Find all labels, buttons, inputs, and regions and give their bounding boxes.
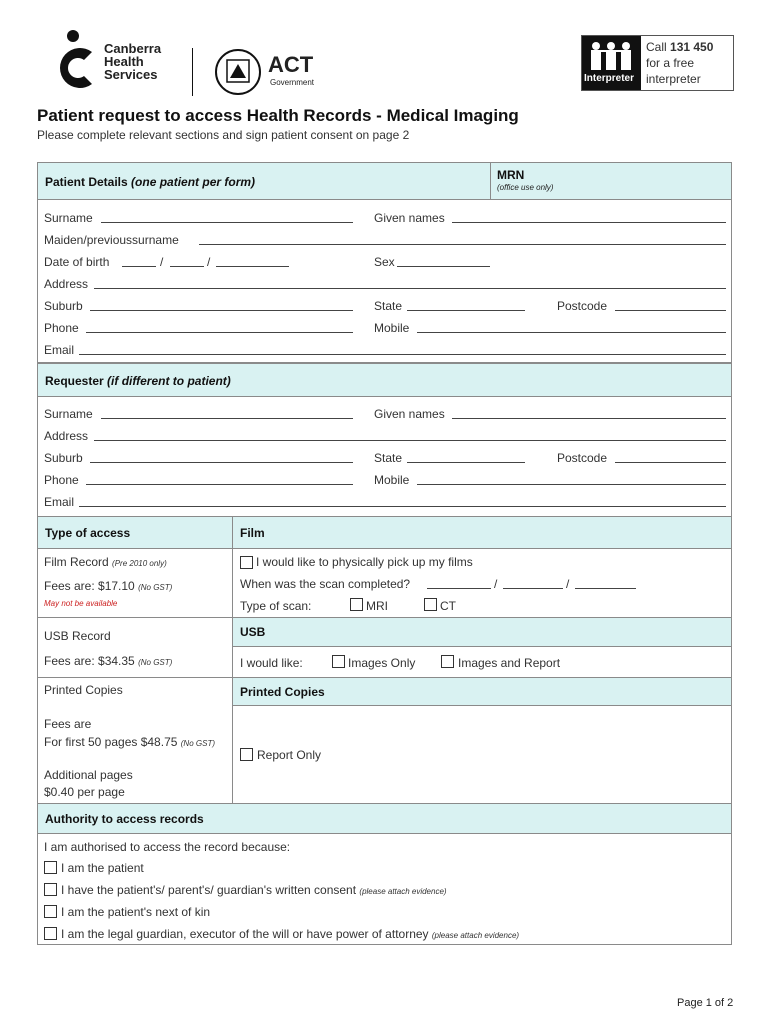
authority-intro: I am authorised to access the record because: [44, 840, 291, 854]
patient-phone-label: Phone [44, 321, 79, 335]
scan-month-field[interactable] [503, 588, 563, 589]
patient-state-field[interactable] [407, 310, 525, 311]
additional-price-label: $0.40 per page [44, 785, 125, 799]
requester-suburb-label: Suburb [44, 451, 83, 465]
patient-dob-day-field[interactable] [122, 266, 156, 267]
patient-surname-label: Surname [44, 211, 93, 225]
org-name-line1: Canberra [104, 41, 162, 56]
patient-sex-field[interactable] [397, 266, 490, 267]
requester-address-field[interactable] [94, 440, 726, 441]
patient-mobile-label: Mobile [374, 321, 410, 335]
patient-mobile-field[interactable] [417, 332, 726, 333]
patient-sex-label: Sex [374, 255, 395, 269]
patient-address-field[interactable] [94, 288, 726, 289]
patient-email-label: Email [44, 343, 75, 357]
requester-postcode-field[interactable] [615, 462, 726, 463]
interpreter-box [581, 35, 734, 91]
requester-postcode-label: Postcode [557, 451, 608, 465]
patient-heading: Patient Details [45, 175, 128, 189]
requester-suburb-field[interactable] [90, 462, 353, 463]
patient-heading-note: (one patient per form) [131, 175, 256, 189]
authority-consent-note: (please attach evidence) [359, 887, 447, 896]
requester-surname-label: Surname [44, 407, 93, 421]
film-pickup-label: I would like to physically pick up my films [256, 555, 473, 569]
patient-maiden-label: Maiden/previoussurname [44, 233, 179, 247]
ct-checkbox[interactable] [424, 598, 437, 611]
patient-dob-month-field[interactable] [170, 266, 204, 267]
interpreter-logo [582, 36, 641, 90]
requester-mobile-field[interactable] [417, 484, 726, 485]
scan-year-field[interactable] [575, 588, 636, 589]
authority-patient-checkbox[interactable] [44, 861, 57, 874]
authority-consent-checkbox[interactable] [44, 883, 57, 896]
requester-email-label: Email [44, 495, 75, 509]
act-government-logo [214, 48, 324, 96]
printed-copies-label: Printed Copies [44, 683, 123, 697]
patient-surname-field[interactable] [101, 222, 353, 223]
gov-sub: Government [270, 78, 315, 87]
authority-guardian-checkbox[interactable] [44, 927, 57, 940]
film-record-note: (Pre 2010 only) [112, 559, 167, 568]
scan-day-field[interactable] [427, 588, 491, 589]
requester-address-label: Address [44, 429, 89, 443]
gov-name: ACT [268, 52, 314, 77]
authority-kin-label: I am the patient's next of kin [61, 905, 211, 919]
scan-type-label: Type of scan: [240, 599, 312, 613]
authority-patient-label: I am the patient [61, 861, 144, 875]
mrn-label: MRN [497, 168, 525, 182]
patient-dob-label: Date of birth [44, 255, 110, 269]
usb-header [233, 618, 731, 647]
access-header [38, 517, 731, 549]
call-prefix: Call [646, 40, 667, 54]
type-of-access-heading: Type of access [45, 526, 131, 540]
usb-fees-label: Fees are: $34.35 [44, 654, 135, 668]
patient-dob-year-field[interactable] [216, 266, 289, 267]
mri-checkbox[interactable] [350, 598, 363, 611]
patient-postcode-field[interactable] [615, 310, 726, 311]
images-only-checkbox[interactable] [332, 655, 345, 668]
scan-date-separator: / [566, 577, 570, 591]
dob-separator: / [160, 255, 164, 269]
requester-surname-field[interactable] [101, 418, 353, 419]
authority-kin-checkbox[interactable] [44, 905, 57, 918]
requester-state-label: State [374, 451, 403, 465]
usb-record-label: USB Record [44, 629, 111, 643]
usb-heading: USB [240, 625, 266, 639]
patient-suburb-field[interactable] [90, 310, 353, 311]
printed-fees-label: Fees are [44, 717, 92, 731]
usb-would-like-label: I would like: [240, 656, 303, 670]
canberra-health-logo-icon [48, 28, 104, 94]
images-report-checkbox[interactable] [441, 655, 454, 668]
interpreter-people-icon [582, 36, 641, 74]
requester-given-names-field[interactable] [452, 418, 726, 419]
printed-first-note: (No GST) [180, 739, 215, 748]
call-number: 131 450 [670, 40, 714, 54]
authority-heading: Authority to access records [45, 812, 204, 826]
patient-given-names-label: Given names [374, 211, 445, 225]
film-record-label: Film Record [44, 555, 109, 569]
printed-heading: Printed Copies [240, 685, 325, 699]
film-warning: May not be available [44, 599, 118, 608]
authority-consent-label: I have the patient's/ parent's/ guardian's written consent [61, 883, 357, 897]
requester-state-field[interactable] [407, 462, 525, 463]
report-only-label: Report Only [257, 748, 322, 762]
interpreter-label: Interpreter [584, 73, 635, 84]
film-heading: Film [240, 526, 265, 540]
org-name-line3: Services [104, 67, 158, 82]
call-line2: for a free [646, 56, 695, 70]
additional-pages-label: Additional pages [44, 768, 133, 782]
access-column-divider [232, 517, 233, 803]
access-column-divider [232, 517, 233, 548]
patient-postcode-label: Postcode [557, 299, 608, 313]
patient-state-label: State [374, 299, 403, 313]
dob-separator: / [207, 255, 211, 269]
canberra-health-logo [48, 28, 178, 94]
printed-first-label: For first 50 pages $48.75 [44, 735, 178, 749]
report-only-checkbox[interactable] [240, 748, 253, 761]
requester-phone-field[interactable] [86, 484, 353, 485]
scan-date-separator: / [494, 577, 498, 591]
patient-address-label: Address [44, 277, 89, 291]
images-report-label: Images and Report [458, 656, 561, 670]
requester-heading: Requester [45, 374, 104, 388]
act-crest-icon [214, 48, 264, 98]
authority-guardian-note: (please attach evidence) [431, 931, 520, 940]
requester-heading-note: (if different to patient) [107, 374, 231, 388]
patient-email-field[interactable] [79, 354, 726, 355]
mrn-divider [490, 163, 491, 199]
usb-fees-note: (No GST) [138, 658, 173, 667]
header-divider [192, 48, 193, 96]
authority-guardian-label: I am the legal guardian, executor of the will or have power of attorney [61, 927, 429, 941]
requester-mobile-label: Mobile [374, 473, 410, 487]
ct-label: CT [440, 599, 456, 613]
call-line3: interpreter [646, 72, 701, 86]
scan-when-label: When was the scan completed? [240, 577, 411, 591]
requester-email-field[interactable] [79, 506, 726, 507]
page-subtitle: Please complete relevant sections and sign patient consent on page 2 [37, 128, 410, 142]
patient-maiden-field[interactable] [199, 244, 726, 245]
patient-given-names-field[interactable] [452, 222, 726, 223]
requester-given-names-label: Given names [374, 407, 445, 421]
patient-phone-field[interactable] [86, 332, 353, 333]
page-title: Patient request to access Health Records - Medical Imaging [37, 106, 519, 125]
org-name-line2: Health [104, 54, 144, 69]
mri-label: MRI [366, 599, 388, 613]
requester-phone-label: Phone [44, 473, 79, 487]
film-fees-note: (No GST) [138, 583, 173, 592]
patient-suburb-label: Suburb [44, 299, 83, 313]
page-number: Page 1 of 2 [677, 997, 734, 1009]
film-pickup-checkbox[interactable] [240, 556, 253, 569]
film-fees-label: Fees are: $17.10 [44, 579, 135, 593]
images-only-label: Images Only [348, 656, 416, 670]
mrn-note: (office use only) [497, 183, 554, 192]
